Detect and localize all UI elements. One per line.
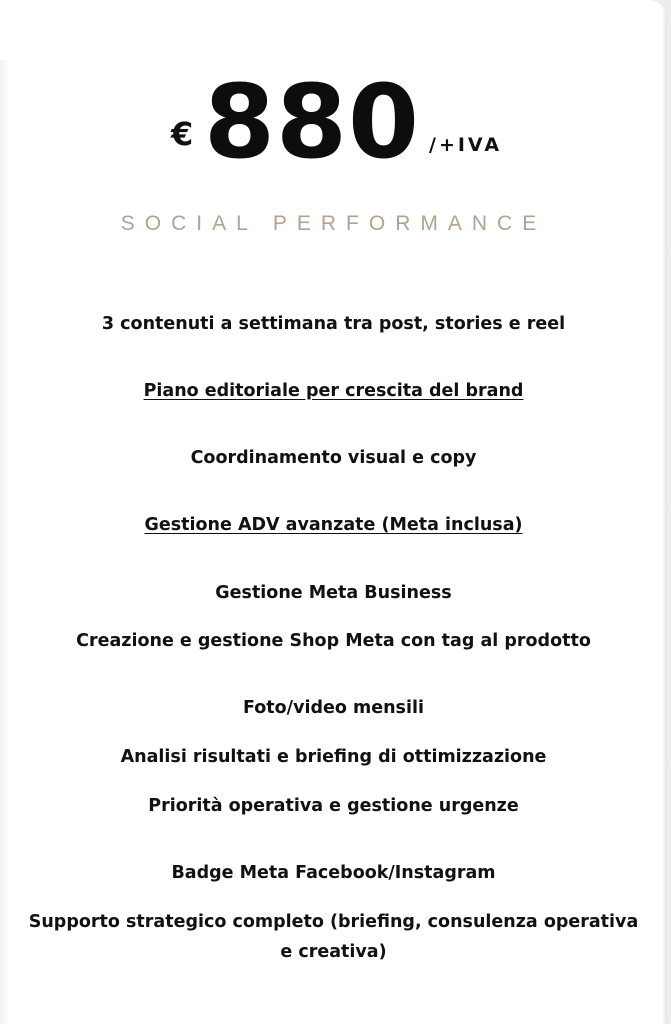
tax-note: /+IVA — [429, 134, 503, 156]
plan-name: SOCIAL PERFORMANCE — [120, 212, 547, 235]
feature-item: Foto/video mensili — [243, 698, 424, 718]
currency-symbol: € — [171, 115, 194, 153]
feature-item: Supporto strategico completo (briefing, consulenza operativa e creativa) — [28, 912, 639, 962]
feature-item: Gestione Meta Business — [215, 583, 452, 603]
price-amount: 880 — [204, 63, 420, 182]
card-left-shade — [0, 60, 10, 1024]
feature-item: Priorità operativa e gestione urgenze — [148, 796, 519, 816]
feature-item-link[interactable]: Gestione ADV avanzate (Meta inclusa) — [144, 515, 523, 535]
feature-item: Creazione e gestione Shop Meta con tag al prodotto — [76, 631, 591, 651]
price-row — [0, 63, 667, 192]
feature-item-link[interactable]: Piano editoriale per crescita del brand — [143, 381, 524, 401]
feature-item: Analisi risultati e briefing di ottimizzazione — [120, 747, 547, 767]
card-edge — [663, 0, 667, 1024]
feature-item: Coordinamento visual e copy — [190, 448, 477, 468]
feature-item: Badge Meta Facebook/Instagram — [171, 863, 496, 883]
feature-item: 3 contenuti a settimana tra post, stories e reel — [101, 314, 566, 334]
